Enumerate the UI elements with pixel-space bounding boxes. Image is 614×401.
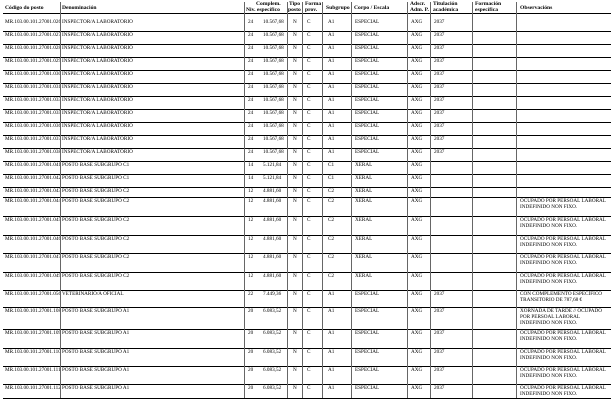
row-titulacion: 2037 — [434, 123, 445, 129]
row-adscricion: AXG — [411, 84, 423, 90]
row-adscricion: AXG — [411, 97, 423, 103]
row-forma: C — [307, 32, 311, 38]
row-titulacion: 2037 — [434, 349, 445, 355]
row-observacion-line: OCUPADO POR PERSOAL LABORAL — [520, 330, 606, 336]
column-separator — [516, 2, 517, 398]
row-tipo: N — [293, 149, 297, 155]
row-nivel: 24 — [248, 45, 254, 51]
row-subgrupo: A1 — [328, 330, 335, 336]
row-adscricion: AXG — [411, 45, 423, 51]
row-nivel: 12 — [248, 236, 254, 242]
row-adscricion: AXG — [411, 385, 423, 391]
row-denominacion: POSTO BASE SUBGRUPO A1 — [62, 308, 130, 314]
column-separator — [351, 2, 352, 398]
row-corpo: ESPECIAL — [355, 32, 380, 38]
row-denominacion: INSPECTOR/A LABORATORIO — [62, 149, 133, 155]
row-forma: C — [307, 188, 311, 194]
row-forma: C — [307, 198, 311, 204]
header-forma-line2: prov. — [305, 7, 318, 13]
row-complemento: 6.083,52 — [263, 349, 282, 355]
row-forma: C — [307, 136, 311, 142]
row-observacion-line: CON COMPLEMENTO ESPECÍFICO — [520, 291, 603, 297]
row-observacion-line: OCUPADO POR PERSOAL LABORAL — [520, 385, 606, 391]
row-titulacion: 2037 — [434, 330, 445, 336]
row-nivel: 20 — [248, 308, 254, 314]
row-denominacion: INSPECTOR/A LABORATORIO — [62, 110, 133, 116]
row-complemento: 10.567,68 — [263, 71, 284, 77]
row-tipo: N — [293, 45, 297, 51]
row-subgrupo: A1 — [328, 308, 335, 314]
column-separator — [302, 2, 303, 398]
row-nivel: 24 — [248, 19, 254, 25]
row-denominacion: INSPECTOR/A LABORATORIO — [62, 97, 133, 103]
row-forma: C — [307, 149, 311, 155]
row-titulacion: 2037 — [434, 19, 445, 25]
row-forma: C — [307, 254, 311, 260]
row-codigo: MR.103.00.101.27001.108 — [5, 308, 62, 314]
row-corpo: ESPECIAL — [355, 110, 380, 116]
row-tipo: N — [293, 110, 297, 116]
row-adscricion: AXG — [411, 110, 423, 116]
row-adscricion: AXG — [411, 291, 423, 297]
row-denominacion: POSTO BASE SUBGRUPO A1 — [62, 330, 130, 336]
header-adscr-line1: Adscr. — [410, 1, 426, 7]
row-complemento: 10.567,68 — [263, 123, 284, 129]
row-nivel: 20 — [248, 349, 254, 355]
row-codigo: MR.103.00.101.27001.038 — [5, 149, 62, 155]
row-codigo: MR.103.00.101.27001.043 — [5, 188, 62, 194]
header-observacions: Observacións — [520, 5, 553, 11]
row-corpo: ESPECIAL — [355, 45, 380, 51]
row-tipo: N — [293, 84, 297, 90]
row-forma: C — [307, 330, 311, 336]
row-tipo: N — [293, 71, 297, 77]
column-separator — [407, 2, 408, 398]
row-complemento: 10.567,68 — [263, 97, 284, 103]
row-forma: C — [307, 45, 311, 51]
row-codigo: MR.103.00.101.27001.056 — [5, 291, 62, 297]
row-forma: C — [307, 273, 311, 279]
row-tipo: N — [293, 198, 297, 204]
row-adscricion: AXG — [411, 273, 423, 279]
row-corpo: XERAL — [355, 236, 373, 242]
row-corpo: ESPECIAL — [355, 97, 380, 103]
row-subgrupo: A1 — [328, 84, 335, 90]
header-complem-line2: Niv. específico — [246, 7, 280, 13]
row-subgrupo: A1 — [328, 45, 335, 51]
row-corpo: ESPECIAL — [355, 308, 380, 314]
column-separator — [472, 2, 473, 398]
header-codigo: Código do posto — [5, 5, 44, 11]
row-complemento: 4.881,60 — [263, 273, 282, 279]
row-codigo: MR.103.00.101.27001.111 — [5, 367, 61, 373]
row-complemento: 10.567,68 — [263, 110, 284, 116]
row-titulacion: 2037 — [434, 149, 445, 155]
row-nivel: 24 — [248, 58, 254, 64]
row-tipo: N — [293, 330, 297, 336]
row-denominacion: INSPECTOR/A LABORATORIO — [62, 19, 133, 25]
row-observacion-line: OCUPADO POR PERSOAL LABORAL — [520, 236, 606, 242]
row-codigo: MR.103.00.101.27001.112 — [5, 385, 61, 391]
row-subgrupo: C2 — [328, 273, 335, 279]
header-tipo-line2: posto — [288, 7, 301, 13]
row-subgrupo: A1 — [328, 110, 335, 116]
row-titulacion: 2037 — [434, 71, 445, 77]
row-subgrupo: A1 — [328, 32, 335, 38]
row-forma: C — [307, 308, 311, 314]
row-nivel: 12 — [248, 188, 254, 194]
row-titulacion: 2037 — [434, 58, 445, 64]
row-forma: C — [307, 385, 311, 391]
row-corpo: ESPECIAL — [355, 58, 380, 64]
row-codigo: MR.103.00.101.27001.049 — [5, 273, 62, 279]
row-corpo: XERAL — [355, 188, 373, 194]
row-codigo: MR.103.00.101.27001.027 — [5, 32, 62, 38]
row-tipo: N — [293, 291, 297, 297]
row-adscricion: AXG — [411, 123, 423, 129]
row-observacion-line: POR PERSOAL LABORAL — [520, 314, 581, 320]
row-observacion-line: OCUPADO POR PERSOAL LABORAL — [520, 273, 606, 279]
row-titulacion: 2037 — [434, 308, 445, 314]
row-forma: C — [307, 367, 311, 373]
column-separator — [60, 2, 61, 398]
row-observacion-line: INDEFINIDO NON FIXO. — [520, 391, 578, 397]
row-forma: C — [307, 84, 311, 90]
row-codigo: MR.103.00.101.27001.045 — [5, 217, 62, 223]
row-subgrupo: A1 — [328, 97, 335, 103]
row-denominacion: POSTO BASE SUBGRUPO C1 — [62, 175, 130, 181]
row-tipo: N — [293, 188, 297, 194]
row-nivel: 20 — [248, 330, 254, 336]
row-complemento: 6.083,52 — [263, 385, 282, 391]
row-nivel: 20 — [248, 367, 254, 373]
row-adscricion: AXG — [411, 149, 423, 155]
row-codigo: MR.103.00.101.27001.031 — [5, 84, 62, 90]
row-denominacion: INSPECTOR/A LABORATORIO — [62, 71, 133, 77]
header-corpo: Corpo / Escala — [354, 5, 390, 11]
row-denominacion: POSTO BASE SUBGRUPO A1 — [62, 349, 130, 355]
row-nivel: 24 — [248, 123, 254, 129]
row-tipo: N — [293, 273, 297, 279]
header-subgrupo: Subgrupo — [326, 5, 350, 11]
row-titulacion: 2037 — [434, 136, 445, 142]
row-denominacion: INSPECTOR/A LABORATORIO — [62, 32, 133, 38]
row-titulacion: 2037 — [434, 291, 445, 297]
row-nivel: 12 — [248, 254, 254, 260]
row-corpo: ESPECIAL — [355, 367, 380, 373]
row-complemento: 5.121,84 — [263, 175, 282, 181]
header-adscr-line2: Adm. P. — [410, 7, 429, 13]
row-nivel: 12 — [248, 273, 254, 279]
row-corpo: ESPECIAL — [355, 84, 380, 90]
row-denominacion: POSTO BASE SUBGRUPO A1 — [62, 367, 130, 373]
row-observacion-line: XORNADA DE TARDE // OCUPADO — [520, 308, 603, 314]
row-corpo: ESPECIAL — [355, 330, 380, 336]
row-titulacion: 2037 — [434, 84, 445, 90]
row-codigo: MR.103.00.101.27001.041 — [5, 162, 62, 168]
row-complemento: 4.881,60 — [263, 198, 282, 204]
row-complemento: 4.881,60 — [263, 254, 282, 260]
row-denominacion: POSTO BASE SUBGRUPO C2 — [62, 188, 130, 194]
row-tipo: N — [293, 58, 297, 64]
row-complemento: 6.083,52 — [263, 330, 282, 336]
row-titulacion: 2037 — [434, 110, 445, 116]
row-nivel: 24 — [248, 32, 254, 38]
row-subgrupo: C2 — [328, 198, 335, 204]
row-subgrupo: C2 — [328, 217, 335, 223]
header-tipo-line1: Tipo — [289, 1, 301, 7]
row-adscricion: AXG — [411, 188, 423, 194]
row-tipo: N — [293, 175, 297, 181]
row-subgrupo: A1 — [328, 385, 335, 391]
row-subgrupo: C1 — [328, 162, 335, 168]
row-complemento: 4.881,60 — [263, 236, 282, 242]
row-nivel: 24 — [248, 110, 254, 116]
row-adscricion: AXG — [411, 254, 423, 260]
row-rule — [3, 398, 611, 399]
row-codigo: MR.103.00.101.27001.028 — [5, 45, 62, 51]
row-denominacion: POSTO BASE SUBGRUPO C2 — [62, 198, 130, 204]
header-titulacion-line2: académica — [433, 7, 459, 13]
row-codigo: MR.103.00.101.27001.030 — [5, 71, 62, 77]
row-corpo: ESPECIAL — [355, 385, 380, 391]
row-titulacion: 2037 — [434, 32, 445, 38]
row-corpo: XERAL — [355, 162, 373, 168]
row-titulacion: 2037 — [434, 45, 445, 51]
row-codigo: MR.103.00.101.27001.042 — [5, 175, 62, 181]
row-nivel: 22 — [248, 291, 254, 297]
row-corpo: XERAL — [355, 175, 373, 181]
row-denominacion: POSTO BASE SUBGRUPO C2 — [62, 236, 130, 242]
row-adscricion: AXG — [411, 32, 423, 38]
row-corpo: ESPECIAL — [355, 291, 380, 297]
column-separator — [244, 2, 245, 398]
row-complemento: 6.083,52 — [263, 367, 282, 373]
row-corpo: ESPECIAL — [355, 349, 380, 355]
row-complemento: 10.567,68 — [263, 58, 284, 64]
row-denominacion: INSPECTOR/A LABORATORIO — [62, 58, 133, 64]
row-observacion-line: OCUPADO POR PERSOAL LABORAL — [520, 217, 606, 223]
row-codigo: MR.103.00.101.27001.037 — [5, 136, 62, 142]
row-adscricion: AXG — [411, 58, 423, 64]
row-subgrupo: A1 — [328, 136, 335, 142]
row-codigo: MR.103.00.101.27001.035 — [5, 110, 62, 116]
row-corpo: ESPECIAL — [355, 149, 380, 155]
row-tipo: N — [293, 123, 297, 129]
row-denominacion: INSPECTOR/A LABORATORIO — [62, 45, 133, 51]
row-subgrupo: A1 — [328, 349, 335, 355]
row-complemento: 10.567,68 — [263, 45, 284, 51]
row-tipo: N — [293, 136, 297, 142]
row-corpo: XERAL — [355, 273, 373, 279]
row-forma: C — [307, 71, 311, 77]
row-titulacion: 2037 — [434, 97, 445, 103]
row-complemento: 10.567,68 — [263, 149, 284, 155]
header-formacion-line1: Formación — [475, 1, 502, 7]
row-observacion-line: INDEFINIDO NON FIXO. — [520, 260, 578, 266]
row-forma: C — [307, 175, 311, 181]
row-subgrupo: A1 — [328, 291, 335, 297]
row-subgrupo: C2 — [328, 236, 335, 242]
row-adscricion: AXG — [411, 71, 423, 77]
row-titulacion: 2037 — [434, 367, 445, 373]
row-tipo: N — [293, 254, 297, 260]
row-codigo: MR.103.00.101.27001.026 — [5, 19, 62, 25]
row-observacion-line: OCUPADO POR PERSOAL LABORAL — [520, 349, 606, 355]
row-subgrupo: C2 — [328, 254, 335, 260]
row-nivel: 24 — [248, 149, 254, 155]
row-nivel: 12 — [248, 217, 254, 223]
row-observacion-line: INDEFINIDO NON FIXO. — [520, 320, 578, 326]
row-observacion-line: INDEFINIDO NON FIXO. — [520, 242, 578, 248]
row-complemento: 10.567,68 — [263, 136, 284, 142]
row-complemento: 7.449,36 — [263, 291, 282, 297]
row-adscricion: AXG — [411, 330, 423, 336]
row-complemento: 10.567,68 — [263, 19, 284, 25]
row-subgrupo: A1 — [328, 71, 335, 77]
row-observacion-line: OCUPADO POR PERSOAL LABORAL — [520, 367, 606, 373]
row-forma: C — [307, 19, 311, 25]
row-corpo: XERAL — [355, 217, 373, 223]
row-observacion-line: INDEFINIDO NON FIXO. — [520, 336, 578, 342]
column-separator — [287, 2, 288, 398]
row-complemento: 4.881,60 — [263, 217, 282, 223]
header-complem-line1: Complem. — [256, 1, 281, 7]
row-observacion-line: INDEFINIDO NON FIXO. — [520, 373, 578, 379]
row-observacion-line: OCUPADO POR PERSOAL LABORAL — [520, 198, 606, 204]
row-corpo: ESPECIAL — [355, 71, 380, 77]
row-adscricion: AXG — [411, 175, 423, 181]
row-tipo: N — [293, 32, 297, 38]
row-nivel: 24 — [248, 71, 254, 77]
row-tipo: N — [293, 162, 297, 168]
row-denominacion: POSTO BASE SUBGRUPO C2 — [62, 254, 130, 260]
row-forma: C — [307, 110, 311, 116]
row-tipo: N — [293, 367, 297, 373]
row-subgrupo: A1 — [328, 58, 335, 64]
row-tipo: N — [293, 97, 297, 103]
row-corpo: XERAL — [355, 254, 373, 260]
row-complemento: 4.881,60 — [263, 188, 282, 194]
row-codigo: MR.103.00.101.27001.047 — [5, 254, 62, 260]
column-separator — [430, 2, 431, 398]
row-observacion-line: INDEFINIDO NON FIXO. — [520, 279, 578, 285]
row-nivel: 20 — [248, 385, 254, 391]
header-titulacion-line1: Titulación — [433, 1, 458, 7]
row-tipo: N — [293, 19, 297, 25]
row-denominacion: INSPECTOR/A LABORATORIO — [62, 136, 133, 142]
row-nivel: 14 — [248, 175, 254, 181]
row-nivel: 14 — [248, 162, 254, 168]
row-codigo: MR.103.00.101.27001.029 — [5, 58, 62, 64]
row-denominacion: VETERINARIO/A OFICIAL — [62, 291, 124, 297]
row-adscricion: AXG — [411, 367, 423, 373]
row-tipo: N — [293, 236, 297, 242]
row-denominacion: POSTO BASE SUBGRUPO A1 — [62, 385, 130, 391]
row-complemento: 6.083,52 — [263, 308, 282, 314]
row-complemento: 10.567,68 — [263, 32, 284, 38]
row-observacion-line: INDEFINIDO NON FIXO. — [520, 355, 578, 361]
row-adscricion: AXG — [411, 217, 423, 223]
row-corpo: ESPECIAL — [355, 136, 380, 142]
row-observacion-line: INDEFINIDO NON FIXO. — [520, 223, 578, 229]
row-corpo: ESPECIAL — [355, 19, 380, 25]
row-codigo: MR.103.00.101.27001.110 — [5, 349, 61, 355]
row-forma: C — [307, 349, 311, 355]
row-nivel: 24 — [248, 84, 254, 90]
row-forma: C — [307, 217, 311, 223]
row-tipo: N — [293, 385, 297, 391]
row-observacion-line: INDEFINIDO NON FIXO. — [520, 204, 578, 210]
row-subgrupo: A1 — [328, 367, 335, 373]
row-corpo: XERAL — [355, 198, 373, 204]
row-subgrupo: A1 — [328, 123, 335, 129]
row-codigo: MR.103.00.101.27001.033 — [5, 97, 62, 103]
row-complemento: 5.121,84 — [263, 162, 282, 168]
row-codigo: MR.103.00.101.27001.109 — [5, 330, 62, 336]
row-subgrupo: A1 — [328, 149, 335, 155]
row-subgrupo: A1 — [328, 19, 335, 25]
row-subgrupo: C1 — [328, 175, 335, 181]
row-denominacion: POSTO BASE SUBGRUPO C2 — [62, 217, 130, 223]
header-denominacion: Denominación — [62, 5, 97, 11]
row-nivel: 12 — [248, 198, 254, 204]
row-forma: C — [307, 162, 311, 168]
row-adscricion: AXG — [411, 136, 423, 142]
row-tipo: N — [293, 217, 297, 223]
row-denominacion: POSTO BASE SUBGRUPO C2 — [62, 273, 130, 279]
row-forma: C — [307, 97, 311, 103]
row-corpo: ESPECIAL — [355, 123, 380, 129]
row-observacion-line: TRANSITORIO DE 787,68 € — [520, 297, 583, 303]
row-tipo: N — [293, 349, 297, 355]
row-denominacion: INSPECTOR/A LABORATORIO — [62, 123, 133, 129]
row-adscricion: AXG — [411, 162, 423, 168]
row-denominacion: INSPECTOR/A LABORATORIO — [62, 84, 133, 90]
row-complemento: 10.567,68 — [263, 84, 284, 90]
row-forma: C — [307, 123, 311, 129]
row-tipo: N — [293, 308, 297, 314]
row-adscricion: AXG — [411, 236, 423, 242]
row-forma: C — [307, 58, 311, 64]
row-titulacion: 2037 — [434, 385, 445, 391]
row-codigo: MR.103.00.101.27001.036 — [5, 123, 62, 129]
row-codigo: MR.103.00.101.27001.044 — [5, 198, 62, 204]
row-forma: C — [307, 236, 311, 242]
row-nivel: 24 — [248, 97, 254, 103]
header-rule — [3, 13, 611, 14]
column-separator — [322, 2, 323, 398]
row-adscricion: AXG — [411, 349, 423, 355]
row-adscricion: AXG — [411, 19, 423, 25]
row-codigo: MR.103.00.101.27001.046 — [5, 236, 62, 242]
row-forma: C — [307, 291, 311, 297]
row-nivel: 24 — [248, 136, 254, 142]
row-denominacion: POSTO BASE SUBGRUPO C1 — [62, 162, 130, 168]
row-adscricion: AXG — [411, 198, 423, 204]
header-forma-line1: Forma — [305, 1, 322, 7]
header-formacion-line2: específica — [475, 7, 498, 13]
row-observacion-line: OCUPADO POR PERSOAL LABORAL — [520, 254, 606, 260]
row-subgrupo: C2 — [328, 188, 335, 194]
row-adscricion: AXG — [411, 308, 423, 314]
